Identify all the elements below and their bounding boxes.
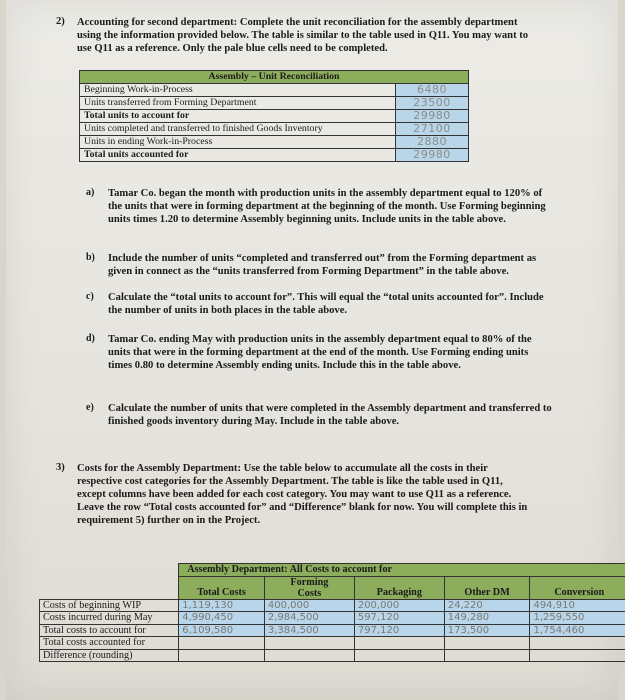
cost-cell[interactable] — [179, 649, 265, 662]
q2-number: 2) — [56, 16, 65, 27]
col-forming-bottom: Costs — [297, 587, 322, 599]
part-e-line: Calculate the number of units that were completed in the Assembly department and transferred to — [108, 403, 552, 414]
q2-intro — [77, 16, 577, 55]
q2-intro-line1: Complete the unit reconciliation for the assembly department — [237, 17, 518, 28]
cost-cell[interactable]: 173,500 — [444, 624, 530, 637]
worksheet-page — [6, 0, 618, 700]
q2-intro-line2: using the information provided below. The table is similar to the table used in Q11. You may want to — [77, 30, 529, 41]
part-c-line: the number of units in both places in the table above. — [108, 305, 348, 316]
cost-cell[interactable] — [530, 637, 625, 650]
row-label: Units in ending Work-in-Process — [80, 136, 396, 149]
cost-cell[interactable]: 797,120 — [354, 624, 444, 637]
part-a-text — [108, 187, 578, 226]
part-d-letter: d) — [86, 333, 95, 344]
col-conversion: Conversion — [530, 576, 625, 599]
row-label: Difference (rounding) — [40, 649, 179, 662]
unit-value-cell[interactable]: 23500 — [396, 97, 469, 110]
row-label: Costs incurred during May — [40, 612, 179, 625]
cost-cell[interactable]: 1,119,130 — [179, 599, 265, 612]
part-e-line: finished goods inventory during May. Include in the table above. — [108, 416, 400, 427]
cost-cell[interactable]: 6,109,580 — [179, 624, 265, 637]
table-row — [40, 599, 625, 612]
col-total-costs: Total Costs — [179, 576, 265, 599]
row-label: Costs of beginning WIP — [40, 599, 179, 612]
q3-line: except columns have been added for each cost category. You may want to use Q11 as a reference. — [77, 489, 512, 500]
part-b-line: Include the number of units “completed and transferred out” from the Forming department as — [108, 253, 537, 264]
q2-intro-heading: Accounting for second department: — [77, 17, 238, 28]
table-row — [80, 123, 469, 136]
unit-value-cell[interactable]: 6480 — [396, 84, 469, 97]
cost-cell[interactable] — [264, 649, 354, 662]
row-label: Total units to account for — [80, 110, 396, 123]
unit-value-cell[interactable]: 29980 — [396, 110, 469, 123]
col-forming-top: Forming — [290, 576, 329, 588]
col-other-dm: Other DM — [444, 576, 530, 599]
table-row — [80, 136, 469, 149]
part-c-text — [108, 291, 578, 317]
part-d-line: Tamar Co. ending May with production units in the assembly department equal to 80% of the — [108, 334, 532, 345]
cost-cell[interactable] — [179, 637, 265, 650]
cost-cell[interactable] — [444, 649, 530, 662]
cost-cell[interactable]: 2,984,500 — [264, 612, 354, 625]
part-b-text — [108, 252, 578, 278]
q2-intro-line3: use Q11 as a reference. Only the pale blue cells need to be completed. — [77, 43, 388, 54]
cost-table-title: Assembly Department: All Costs to account for — [179, 564, 625, 577]
cost-cell[interactable]: 400,000 — [264, 599, 354, 612]
row-label: Beginning Work-in-Process — [80, 84, 396, 97]
cost-cell[interactable] — [444, 637, 530, 650]
part-c-letter: c) — [86, 291, 94, 302]
row-label: Units transferred from Forming Department — [80, 97, 396, 110]
cost-cell[interactable]: 200,000 — [354, 599, 444, 612]
part-c-line: Calculate the “total units to account for”. This will equal the “total units accounted for”. Include — [108, 292, 544, 303]
row-label: Total units accounted for — [80, 149, 396, 162]
unit-table-title: Assembly – Unit Reconciliation — [80, 71, 469, 84]
part-e-letter: e) — [86, 402, 94, 413]
cost-cell[interactable] — [354, 637, 444, 650]
q3-line: respective cost categories for the Assembly Department. The table is like the table used in Q11, — [77, 476, 503, 487]
cost-cell[interactable] — [354, 649, 444, 662]
unit-reconciliation-table — [79, 70, 469, 162]
cost-cell[interactable]: 1,754,460 — [530, 624, 625, 637]
cost-cell[interactable]: 3,384,500 — [264, 624, 354, 637]
q3-text — [77, 462, 587, 527]
part-b-line: given in connect as the “units transferred from Forming Department” in the table above. — [108, 266, 509, 277]
part-d-line: units that were in the forming department at the end of the month. Use Forming ending units — [108, 347, 529, 358]
table-row — [40, 637, 625, 650]
part-a-line: units times 1.20 to determine Assembly beginning units. Include units in the table above. — [108, 214, 506, 225]
cost-cell[interactable] — [264, 637, 354, 650]
col-packaging: Packaging — [354, 576, 444, 599]
part-b-letter: b) — [86, 252, 95, 263]
part-d-line: times 0.80 to determine Assembly ending units. Include this in the table above. — [108, 360, 461, 371]
table-row — [40, 649, 625, 662]
table-row — [80, 149, 469, 162]
part-a-letter: a) — [86, 187, 95, 198]
assembly-costs-table — [39, 563, 625, 662]
table-row — [80, 110, 469, 123]
row-label: Total costs to account for — [40, 624, 179, 637]
cost-cell[interactable]: 4,990,450 — [179, 612, 265, 625]
col-forming-costs — [264, 576, 354, 599]
part-a-line: the units that were in forming department at the beginning of the month. Use Forming beginning — [108, 201, 546, 212]
unit-value-cell[interactable]: 27100 — [396, 123, 469, 136]
q3-number: 3) — [56, 462, 65, 473]
cost-cell[interactable]: 597,120 — [354, 612, 444, 625]
q3-line: Costs for the Assembly Department: Use the table below to accumulate all the costs in their — [77, 463, 488, 474]
table-row — [80, 97, 469, 110]
table-row — [40, 612, 625, 625]
unit-value-cell[interactable]: 2880 — [396, 136, 469, 149]
cost-cell[interactable]: 494,910 — [530, 599, 625, 612]
part-e-text — [108, 402, 588, 428]
part-d-text — [108, 333, 578, 372]
cost-cell[interactable]: 1,259,550 — [530, 612, 625, 625]
row-label: Units completed and transferred to finished Goods Inventory — [80, 123, 396, 136]
row-label: Total costs accounted for — [40, 637, 179, 650]
q3-line: requirement 5) further on in the Project. — [77, 515, 261, 526]
table-row — [40, 624, 625, 637]
q3-line: Leave the row “Total costs accounted for” and “Difference” blank for now. You will complete this in — [77, 502, 528, 513]
part-a-line: Tamar Co. began the month with production units in the assembly department equal to 120% of — [108, 188, 543, 199]
table-row — [80, 84, 469, 97]
cost-cell[interactable]: 24,220 — [444, 599, 530, 612]
unit-value-cell[interactable]: 29980 — [396, 149, 469, 162]
cost-cell[interactable] — [530, 649, 625, 662]
cost-cell[interactable]: 149,280 — [444, 612, 530, 625]
